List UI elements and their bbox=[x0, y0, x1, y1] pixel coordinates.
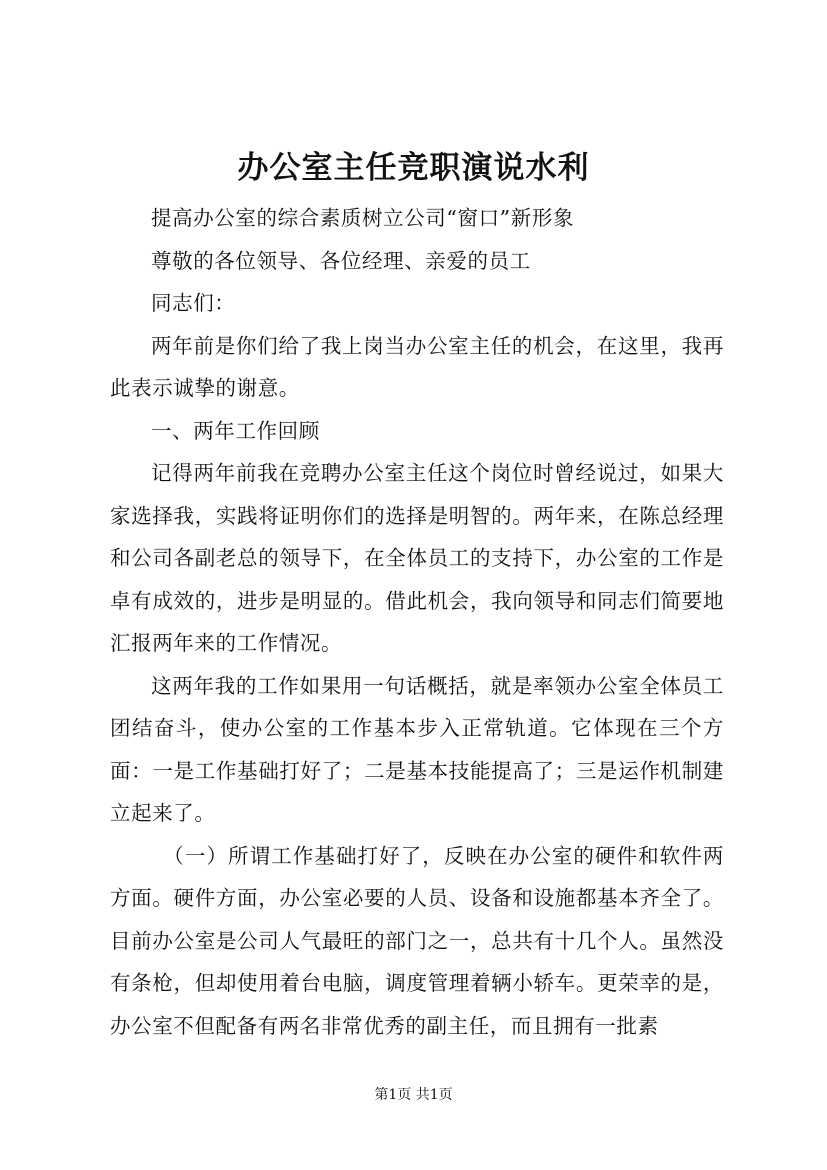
section-heading: 一、两年工作回顾 bbox=[151, 418, 320, 443]
review-paragraph: 记得两年前我在竞聘办公室主任这个岗位时曾经说过，如果大家选择我，实践将证明你们的选择是明智的。两年来，在陈总经理和公司各副老总的领导下，在全体员工的支持下，办公室的工作是卓有成效的，进步是明显的。借此机会，我向领导和同志们简要地汇报两年来的工作情况。 bbox=[110, 461, 724, 655]
document-title: 办公室主任竞职演说水利 bbox=[237, 150, 590, 186]
subtitle-paragraph: 提高办公室的综合素质树立公司“窗口”新形象 bbox=[151, 206, 575, 230]
foundation-paragraph: （一）所谓工作基础打好了，反映在办公室的硬件和软件两方面。硬件方面，办公室必要的人员、设备和设施都基本齐全了。目前办公室是公司人气最旺的部门之一，总共有十几个人。虽然没有条枪，但却使用着台电脑，调度管理着辆小轿车。更荣幸的是，办公室不但配备有两名非常优秀的副主任，而且拥有一批素 bbox=[110, 843, 724, 1038]
document-body bbox=[110, 197, 724, 1047]
summary-paragraph: 这两年我的工作如果用一句话概括，就是率领办公室全体员工团结奋斗，使办公室的工作基本步入正常轨道。它体现在三个方面：一是工作基础打好了；二是基本技能提高了；三是运作机制建立起来了。 bbox=[110, 673, 724, 825]
opening-paragraph: 两年前是你们给了我上岗当办公室主任的机会，在这里，我再此表示诚挚的谢意。 bbox=[110, 333, 724, 400]
page-footer: 第1页 共1页 bbox=[374, 1087, 453, 1103]
salutation-comrades-paragraph: 同志们： bbox=[151, 291, 236, 315]
salutation-paragraph: 尊敬的各位领导、各位经理、亲爱的员工 bbox=[151, 248, 531, 273]
